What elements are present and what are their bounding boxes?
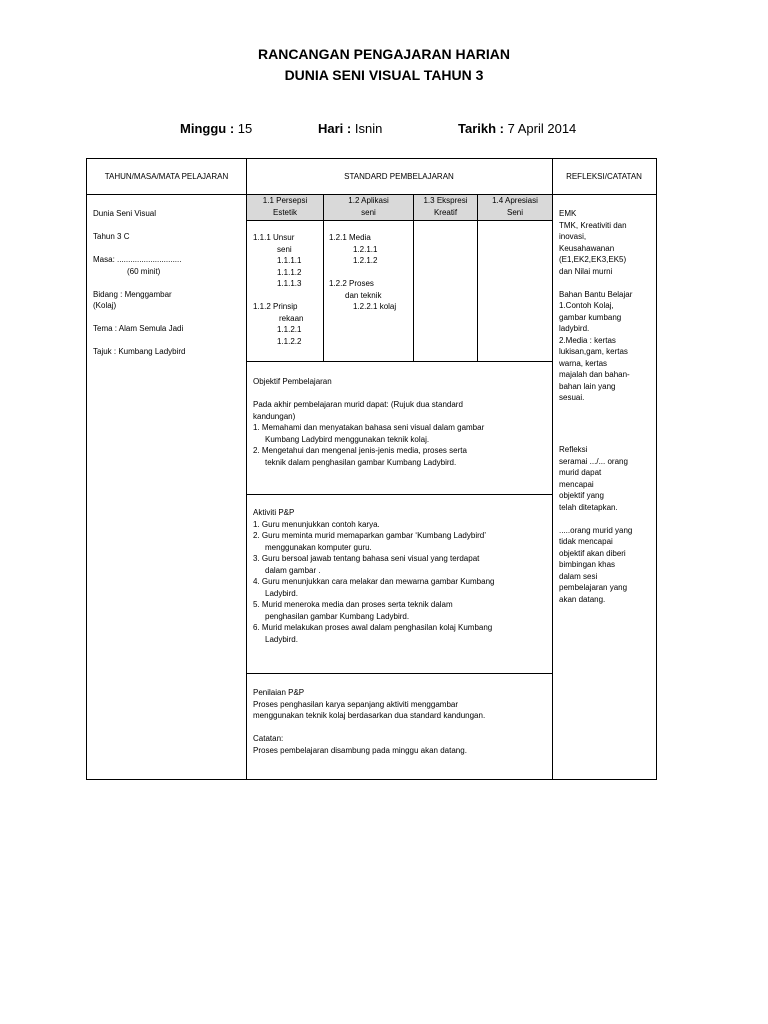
- year-text: Tahun 3 C: [93, 232, 130, 241]
- refleksi-section: [559, 208, 655, 404]
- refleksi-line: objektif yang: [559, 491, 604, 500]
- tema-text: Tema : Alam Semula Jadi: [93, 324, 184, 333]
- column-divider: [552, 159, 553, 779]
- catatan-label: Catatan:: [253, 734, 284, 743]
- s11-line: seni: [277, 244, 292, 254]
- standard-1-2-content: [329, 232, 413, 313]
- s12-h1: 1.2 Aplikasi: [348, 196, 389, 205]
- s11-line: 1.1.1 Unsur: [253, 233, 295, 242]
- aktiviti-line: menggunakan komputer guru.: [265, 542, 372, 552]
- s13-h1: 1.3 Ekspresi: [423, 196, 468, 205]
- refleksi-line: pembelajaran yang: [559, 583, 628, 592]
- objektif-section: [253, 376, 548, 468]
- objektif-title: Objektif Pembelajaran: [253, 377, 332, 386]
- aktiviti-line: penghasilan gambar Kumbang Ladybird.: [265, 611, 410, 621]
- objektif-item: 2. Mengetahui dan mengenal jenis-jenis media, proses serta: [253, 446, 467, 455]
- refleksi-line: gambar kumbang: [559, 312, 622, 322]
- document-title: RANCANGAN PENGAJARAN HARIAN: [257, 46, 510, 62]
- s11-line: 1.1.1.2: [277, 267, 302, 277]
- aktiviti-line: 4. Guru menunjukkan cara melakar dan mewarna gambar Kumbang: [253, 577, 495, 586]
- col-header-refleksi: REFLEKSI/CATATAN: [566, 172, 642, 181]
- aktiviti-line: Ladybird.: [265, 588, 298, 598]
- aktiviti-line: 3. Guru bersoal jawab tentang bahasa seni visual yang terdapat: [253, 554, 480, 563]
- s11-line: 1.1.1.3: [277, 279, 302, 288]
- refleksi-line: .....orang murid yang: [559, 525, 633, 535]
- refleksi-line: bahan lain yang: [559, 381, 616, 391]
- refleksi-line: TMK, Kreativiti dan: [559, 220, 627, 230]
- refleksi-line: dalam sesi: [559, 571, 598, 581]
- column-divider: [246, 159, 247, 779]
- objektif-intro: Pada akhir pembelajaran murid dapat: (Rujuk dua standard: [253, 400, 463, 409]
- document-subtitle: DUNIA SENI VISUAL TAHUN 3: [284, 67, 484, 83]
- objektif-intro-2: kandungan): [253, 411, 296, 421]
- section-divider: [246, 673, 552, 674]
- refleksi-line: Keusahawanan: [559, 243, 615, 253]
- hari-field: [318, 121, 382, 136]
- s14-h1: 1.4 Apresiasi: [492, 196, 538, 205]
- aktiviti-line: 6. Murid melakukan proses awal dalam penghasilan kolaj Kumbang: [253, 623, 493, 632]
- refleksi-line: dan Nilai murni: [559, 266, 613, 276]
- refleksi-line: Refleksi: [559, 445, 588, 454]
- aktiviti-line: dalam gambar .: [265, 565, 321, 575]
- aktiviti-line: 1. Guru menunjukkan contoh karya.: [253, 519, 380, 529]
- refleksi-line: Bahan Bantu Belajar: [559, 289, 633, 299]
- tarikh-value: 7 April 2014: [507, 121, 577, 136]
- refleksi-line: tidak mencapai: [559, 537, 613, 546]
- penilaian-title: Penilaian P&P: [253, 688, 305, 697]
- objektif-item-cont: Kumbang Ladybird menggunakan teknik kolaj.: [265, 434, 430, 444]
- refleksi-line: sesuai.: [559, 393, 585, 402]
- refleksi-line: EMK: [559, 209, 577, 218]
- standard-1-2-header: [324, 195, 413, 221]
- s12-line: dan teknik: [345, 290, 382, 300]
- s11-h2: Estetik: [272, 207, 297, 217]
- s12-line: 1.2.1.2: [353, 256, 378, 265]
- refleksi-line: inovasi,: [559, 232, 587, 241]
- s14-h2: Seni: [506, 207, 523, 217]
- refleksi-line: seramai .../... orang: [559, 456, 628, 466]
- s11-line: 1.1.2.1: [277, 325, 302, 334]
- standard-1-1-header: [247, 195, 323, 221]
- aktiviti-title: Aktiviti P&P: [253, 508, 295, 517]
- penilaian-text: menggunakan teknik kolaj berdasarkan dua standard kandungan.: [253, 711, 486, 720]
- minggu-value: 15: [237, 121, 253, 136]
- penilaian-section: [253, 687, 548, 756]
- col-header-tahun: TAHUN/MASA/MATA PELAJARAN: [104, 172, 229, 181]
- tajuk-text: Tajuk : Kumbang Ladybird: [93, 347, 186, 356]
- refleksi-line: 1.Contoh Kolaj,: [559, 301, 614, 310]
- s11-line: 1.1.2.2: [277, 336, 302, 346]
- refleksi-line: majalah dan bahan-: [559, 370, 630, 379]
- refleksi-line: warna, kertas: [559, 358, 608, 368]
- tarikh-label: Tarikh :: [458, 121, 504, 136]
- s11-h1: 1.1 Persepsi: [262, 196, 308, 205]
- s12-line: 1.2.1 Media: [329, 233, 371, 242]
- standard-1-1-content: [253, 232, 321, 347]
- refleksi-line: mencapai: [559, 479, 594, 489]
- refleksi-line: murid dapat: [559, 468, 602, 477]
- standard-1-4-header: [478, 195, 552, 221]
- standard-bottom-line: [246, 361, 552, 362]
- s11-line: 1.1.2 Prinsip: [253, 302, 298, 311]
- bidang-text: Bidang : Menggambar: [93, 289, 172, 299]
- s13-h2: Kreatif: [433, 207, 458, 217]
- refleksi-line: akan datang.: [559, 594, 606, 604]
- aktiviti-line: 5. Murid meneroka media dan proses serta teknik dalam: [253, 600, 453, 609]
- objektif-item: 1. Memahami dan menyatakan bahasa seni visual dalam gambar: [253, 423, 485, 432]
- col-header-standard: STANDARD PEMBELAJARAN: [344, 172, 454, 181]
- subject-text: Dunia Seni Visual: [93, 209, 157, 218]
- refleksi-line: ladybird.: [559, 324, 590, 333]
- s11-line: 1.1.1.1: [277, 256, 302, 265]
- lesson-plan-table: [86, 158, 657, 780]
- hari-label: Hari :: [318, 121, 352, 136]
- masa-text: Masa: .............................: [93, 255, 182, 264]
- aktiviti-section: [253, 507, 548, 645]
- catatan-text: Proses pembelajaran disambung pada minggu akan datang.: [253, 745, 467, 755]
- section-divider: [246, 494, 552, 495]
- s12-line: 1.2.2.1 kolaj: [353, 302, 397, 311]
- refleksi-line: 2.Media : kertas: [559, 335, 616, 345]
- refleksi-line: lukisan,gam, kertas: [559, 347, 628, 356]
- s11-line: rekaan: [279, 313, 304, 323]
- aktiviti-line: Ladybird.: [265, 634, 298, 644]
- s12-h2: seni: [361, 207, 376, 217]
- refleksi-line: (E1,EK2,EK3,EK5): [559, 255, 627, 264]
- minggu-label: Minggu :: [180, 121, 235, 136]
- tarikh-field: [458, 121, 576, 136]
- refleksi-line: telah ditetapkan.: [559, 502, 618, 512]
- refleksi-notes: [559, 444, 655, 605]
- refleksi-line: objektif akan diberi: [559, 548, 626, 558]
- objektif-item-cont: teknik dalam penghasilan gambar Kumbang Ladybird.: [265, 457, 457, 467]
- hari-value: Isnin: [354, 121, 383, 136]
- aktiviti-line: 2. Guru meminta murid memaparkan gambar ‘Kumbang Ladybird’: [253, 531, 486, 540]
- refleksi-line: bimbingan khas: [559, 560, 616, 569]
- bidang-sub-text: (Kolaj): [93, 301, 117, 310]
- minggu-field: [180, 121, 252, 136]
- left-info: [93, 208, 243, 358]
- s12-line: 1.2.1.1: [353, 244, 378, 254]
- duration-text: (60 minit): [127, 266, 161, 276]
- s12-line: 1.2.2 Proses: [329, 279, 374, 288]
- penilaian-text: Proses penghasilan karya sepanjang aktiviti menggambar: [253, 699, 459, 709]
- standard-1-3-header: [414, 195, 477, 221]
